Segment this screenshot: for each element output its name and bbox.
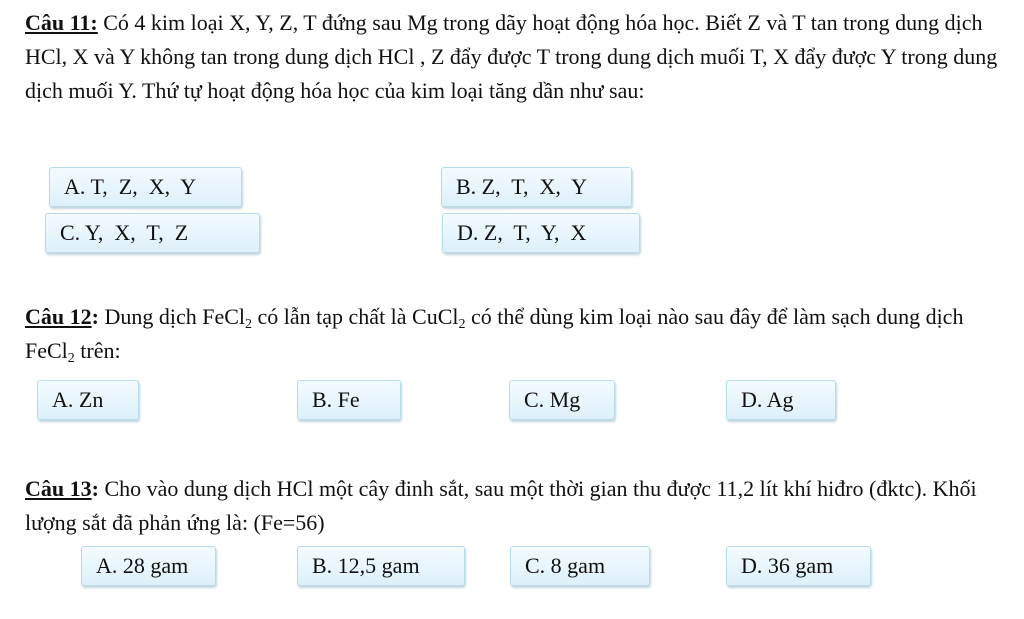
question-11-body: Có 4 kim loại X, Y, Z, T đứng sau Mg trong dãy hoạt động hóa học. Biết Z và T tan trong dung dịch HCl, X và Y không tan trong dung dịch HCl , Z đẩy được T trong dung dịch muối T, X đẩy được Y trong dung dịch muối Y. Thứ tự hoạt động hóa học của kim loại tăng dần như sau: (25, 10, 998, 103)
question-13-text: Câu 13: Cho vào dung dịch HCl một cây đinh sắt, sau một thời gian thu được 11,2 lít khí hiđro (đktc). Khối lượng sắt đã phản ứng là: (Fe=56) (25, 476, 977, 535)
q11-option-d[interactable]: D. Z, T, Y, X (442, 213, 640, 253)
q12-option-c[interactable]: C. Mg (509, 380, 615, 420)
q12-option-d[interactable]: D. Ag (726, 380, 836, 420)
question-11-label: Câu 11: (25, 10, 98, 35)
question-12-text: Câu 12: Dung dịch FeCl$_2$ có lẫn tạp chất là CuCl$_2$ có thể dùng kim loại nào sau đây để làm sạch dung dịch FeCl$_2$ trên: (25, 304, 964, 366)
q13-option-b[interactable]: B. 12,5 gam (297, 546, 465, 586)
q13-option-c[interactable]: C. 8 gam (510, 546, 650, 586)
q13-option-d[interactable]: D. 36 gam (726, 546, 871, 586)
q11-option-a[interactable]: A. T, Z, X, Y (49, 167, 242, 207)
q11-option-c[interactable]: C. Y, X, T, Z (45, 213, 260, 253)
q11-option-b[interactable]: B. Z, T, X, Y (441, 167, 632, 207)
q12-option-a[interactable]: A. Zn (37, 380, 139, 420)
question-11-text (25, 6, 1000, 108)
question-12-label: Câu 12 (25, 304, 92, 329)
q13-option-a[interactable]: A. 28 gam (81, 546, 216, 586)
question-13-label: Câu 13 (25, 476, 92, 501)
q12-option-b[interactable]: B. Fe (297, 380, 401, 420)
